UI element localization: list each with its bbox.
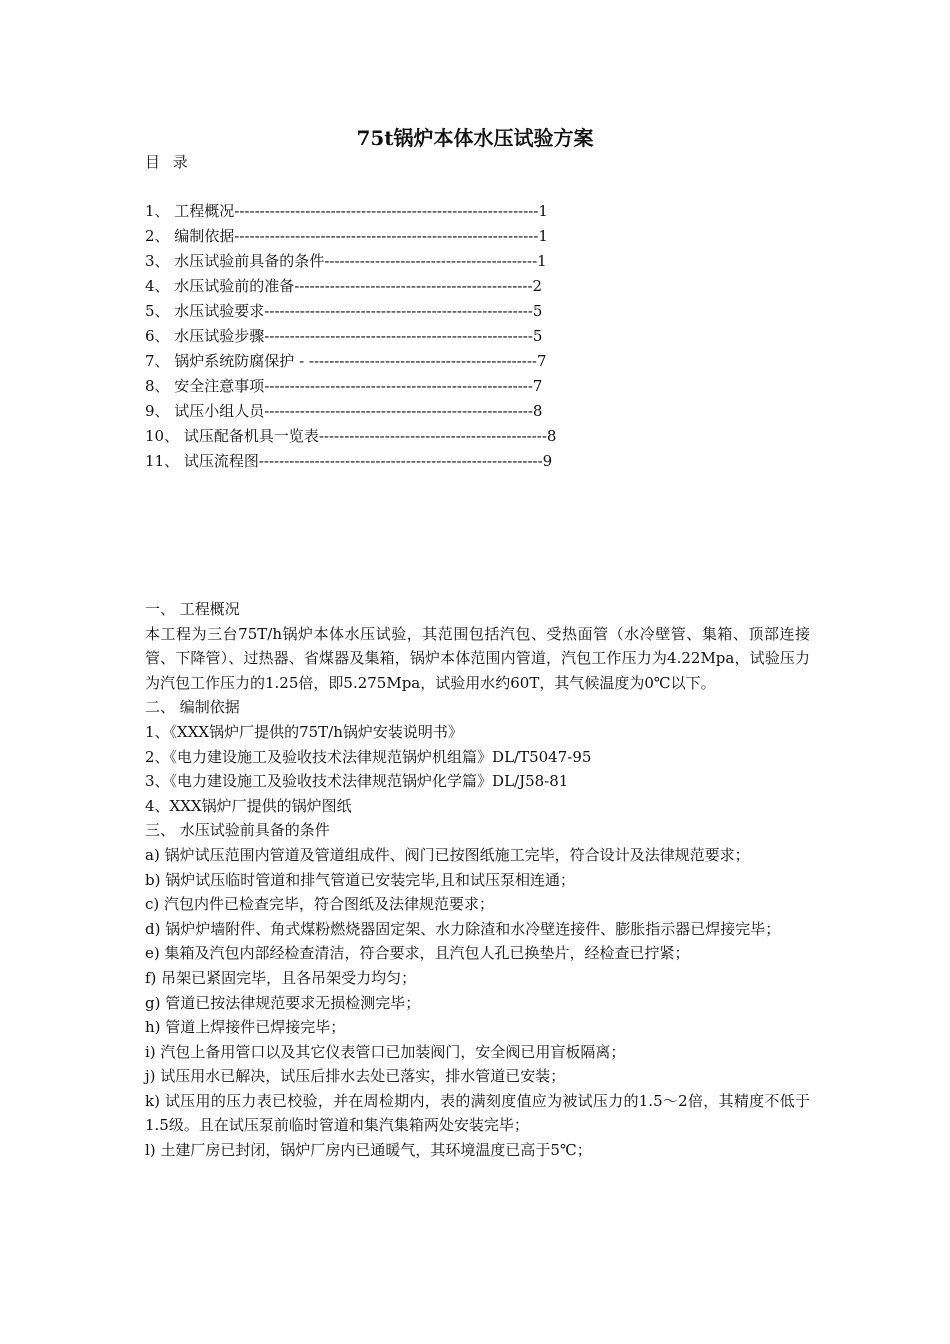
condition-item: j) 试压用水已解决，试压后排水去处已落实，排水管道已安装； <box>145 1067 566 1086</box>
condition-item: a) 锅炉试压范围内管道及管道组成件、阀门已按图纸施工完毕，符合设计及法律规范要求； <box>145 845 750 864</box>
section-heading: 一、 工程概况 <box>145 600 240 618</box>
toc-item: 4、 水压试验前的准备-----------------------------------------------2 <box>145 277 543 295</box>
reference-item: 2、《电力建设施工及验收技术法律规范锅炉机组篇》DL/T5047-95 <box>145 747 592 766</box>
condition-item: b) 锅炉试压临时管道和排气管道已安装完毕,且和试压泵相连通； <box>145 870 575 889</box>
condition-item: c) 汽包内件已检查完毕，符合图纸及法律规范要求； <box>145 895 495 914</box>
toc-item: 10、 试压配备机具一览表---------------------------------------------8 <box>145 427 557 445</box>
condition-item: d) 锅炉炉墙附件、角式煤粉燃烧器固定架、水力除渣和水冷壁连接件、膨胀指示器已焊接完毕； <box>145 919 781 938</box>
toc-item: 8、 安全注意事项-----------------------------------------------------7 <box>145 377 543 395</box>
condition-item: k) 试压用的压力表已校验，并在周检期内，表的满刻度值应为被试压力的1.5～2倍，其精度不低于1.5级。且在试压泵前临时管道和集汽集箱两处安装完毕； <box>145 1091 810 1135</box>
table-of-contents <box>145 200 615 475</box>
section-heading: 三、 水压试验前具备的条件 <box>145 821 330 840</box>
toc-item: 3、 水压试验前具备的条件------------------------------------------1 <box>145 252 547 270</box>
condition-item: f) 吊架已紧固完毕，且各吊架受力均匀； <box>145 968 417 987</box>
reference-item: 4、XXX锅炉厂提供的锅炉图纸 <box>145 796 352 815</box>
toc-item: 7、 锅炉系统防腐保护 - ---------------------------------------------7 <box>145 352 547 370</box>
condition-item: h) 管道上焊接件已焊接完毕； <box>145 1018 346 1037</box>
reference-item: 3、《电力建设施工及验收技术法律规范锅炉化学篇》DL/J58-81 <box>145 772 569 791</box>
toc-item: 5、 水压试验要求-----------------------------------------------------5 <box>145 302 543 320</box>
document-body <box>145 597 810 1163</box>
condition-item: l) 土建厂房已封闭，锅炉厂房内已通暖气，其环境温度已高于5℃； <box>145 1141 592 1160</box>
condition-item: i) 汽包上备用管口以及其它仪表管口已加装阀门，安全阀已用盲板隔离； <box>145 1042 626 1061</box>
toc-item: 1、 工程概况------------------------------------------------------------1 <box>145 202 548 220</box>
section-heading: 二、 编制依据 <box>145 698 240 717</box>
toc-item: 9、 试压小组人员-----------------------------------------------------8 <box>145 402 543 420</box>
toc-item: 2、 编制依据------------------------------------------------------------1 <box>145 227 548 245</box>
toc-item: 11、 试压流程图--------------------------------------------------------9 <box>145 452 553 470</box>
condition-item: e) 集箱及汽包内部经检查清洁，符合要求，且汽包人孔已换垫片，经检查已拧紧； <box>145 944 690 963</box>
document-title: 75t锅炉本体水压试验方案 <box>356 126 594 150</box>
reference-item: 1、《XXX锅炉厂提供的75T/h锅炉安装说明书》 <box>145 722 463 741</box>
body-paragraph: 本工程为三台75T/h锅炉本体水压试验，其范围包括汽包、受热面管（水冷壁管、集箱、顶部连接管、下降管）、过热器、省煤器及集箱，锅炉本体范围内管道，汽包工作压力为4.22Mpa，试验压力为汽包工作压力的1.25倍，即5.275Mpa，试验用水约60T，其气候温度为0℃以下。 <box>145 624 810 692</box>
toc-item: 6、 水压试验步骤-----------------------------------------------------5 <box>145 327 543 345</box>
toc-heading: 目 录 <box>145 153 192 171</box>
condition-item: g) 管道已按法律规范要求无损检测完毕； <box>145 993 421 1012</box>
